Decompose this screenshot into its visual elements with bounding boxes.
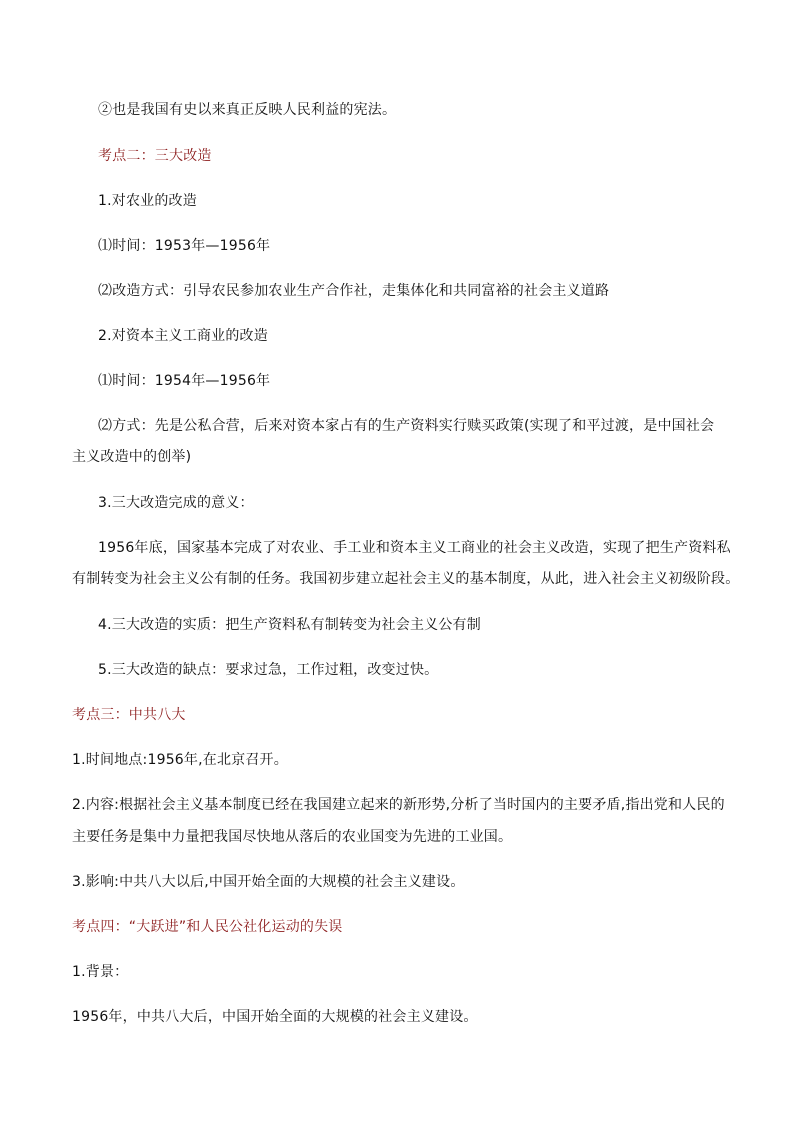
item-congress-time-place: 1.时间地点:1956年,在北京召开。 — [72, 752, 288, 768]
section-heading-great-leap: 考点四：“大跃进”和人民公社化运动的失误 — [72, 919, 343, 935]
section-heading-eighth-congress: 考点三：中共八大 — [72, 707, 186, 723]
item-capitalist-title: 2.对资本主义工商业的改造 — [98, 328, 268, 344]
section-heading-three-transformations: 考点二：三大改造 — [98, 148, 212, 164]
item-essence: 4.三大改造的实质：把生产资料私有制转变为社会主义公有制 — [98, 617, 481, 633]
item-capitalist-time: ⑴时间：1954年—1956年 — [98, 373, 271, 389]
item-capitalist-method-line1: ⑵方式：先是公私合营，后来对资本家占有的生产资料实行赎买政策(实现了和平过渡，是中国社会 — [98, 418, 715, 434]
paragraph-significance-line2: 有制转变为社会主义公有制的任务。我国初步建立起社会主义的基本制度，从此，进入社会主义初级阶段。 — [72, 571, 740, 587]
paragraph-significance-line1: 1956年底，国家基本完成了对农业、手工业和资本主义工商业的社会主义改造，实现了把生产资料私 — [98, 540, 731, 556]
item-agriculture-method: ⑵改造方式：引导农民参加农业生产合作社，走集体化和共同富裕的社会主义道路 — [98, 283, 610, 299]
item-congress-content-line1: 2.内容:根据社会主义基本制度已经在我国建立起来的新形势,分析了当时国内的主要矛盾,指出党和人民的 — [72, 797, 725, 813]
item-congress-content-line2: 主要任务是集中力量把我国尽快地从落后的农业国变为先进的工业国。 — [72, 829, 513, 845]
paragraph-constitution-note: ②也是我国有史以来真正反映人民利益的宪法。 — [98, 102, 397, 118]
item-background-title: 1.背景： — [72, 964, 129, 980]
item-shortcomings: 5.三大改造的缺点：要求过急，工作过粗，改变过快。 — [98, 662, 439, 678]
item-significance-title: 3.三大改造完成的意义： — [98, 495, 254, 511]
paragraph-background: 1956年，中共八大后，中国开始全面的大规模的社会主义建设。 — [72, 1009, 478, 1025]
item-congress-impact: 3.影响:中共八大以后,中国开始全面的大规模的社会主义建设。 — [72, 874, 465, 890]
item-agriculture-time: ⑴时间：1953年—1956年 — [98, 238, 271, 254]
item-agriculture-title: 1.对农业的改造 — [98, 193, 197, 209]
item-capitalist-method-line2: 主义改造中的创举) — [72, 449, 192, 465]
